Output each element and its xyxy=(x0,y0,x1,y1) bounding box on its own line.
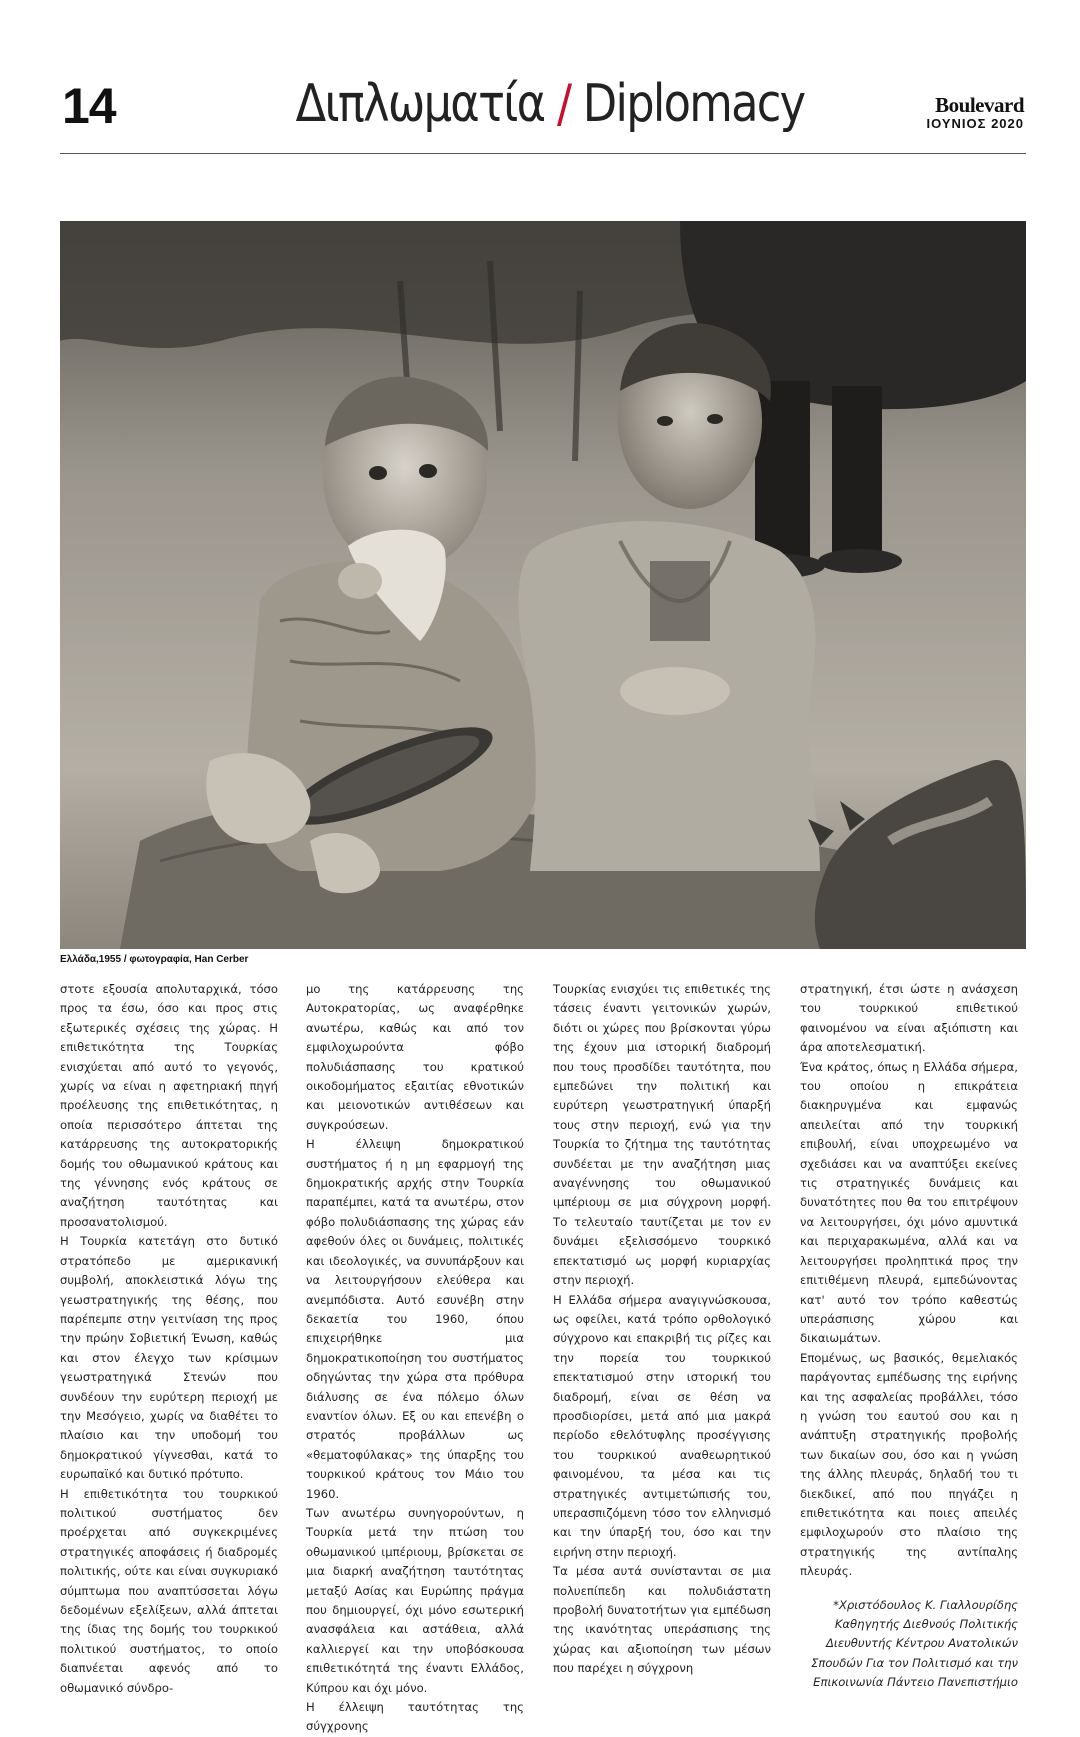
paragraph: Η Ελλάδα σήμερα αναγιγνώσκουσα, ως οφείλει, κατά τρόπο ορθολογικό σύγχρονο και επακριβή τις ρίζες και την πορεία του τουρκικού επεκτατισμού στην ιστορική του διαδρομή, είναι σε θέση να προσδιορίσει, μετά από μια μακρά περίοδο εθελότυφλης προσέγγισης του τουρκικού αναθεωρητικού φαινομένου, τα μέσα και τις στρατηγικές αντιμετώπισής του, υπερασπιζόμενη τόσο τον ελληνισμό και την ύπαρξή του, όσο και την ειρήνη στην περιοχή. xyxy=(553,1292,771,1559)
paragraph: Τα μέσα αυτά συνίστανται σε μια πολυεπίπεδη και πολυδιάστατη προβολή δυνατοτήτων για εμπέδωση της ικανότητας υπεράσπισης της χώρας και αξιοποίηση των μέσων που παρέχει η σύγχρονη xyxy=(553,1564,771,1676)
text-column-4 xyxy=(800,980,1018,1693)
paragraph: Η έλλειψη ταυτότητας της σύγχρονης xyxy=(306,1700,524,1734)
brand-logo: Boulevard xyxy=(935,93,1024,117)
photo-illustration xyxy=(60,221,1026,949)
title-separator: / xyxy=(556,74,571,134)
paragraph: Η Τουρκία κατετάγη στο δυτικό στρατόπεδο με αμερικανική συμβολή, αποκλειστικά λόγω της γεωστρατηγικής της θέσης, που παρέπεμπε στην γειτνίαση της προς την πρώην Σοβιετική Ένωση, καθώς και στον έλεγχο των κρίσιμων γεωστρατηγικά Στενών που συνδέουν την ευρύτερη περιοχή με την Μεσόγειο, χωρίς να διαθέτει το πλαίσιο και την υποδομή του δημοκρατικού γίγνεσθαι, κατά το ευρωπαϊκό και δυτικό πρότυπο. xyxy=(60,1234,278,1482)
author-name: *Χριστόδουλος Κ. Γιαλλουρίδης xyxy=(833,1597,1018,1612)
section-title-english: Diplomacy xyxy=(582,74,805,134)
paragraph: μο της κατάρρευσης της Αυτοκρατορίας, ως αναφέρθηκε ανωτέρω, καθώς και από τον εμφιλοχωρούντα φόβο πολυδιάσπασης του κρατικού οικοδομήματος εξαιτίας εθνοτικών και μειονοτικών αντιθέσεων και συγκρούσεων. xyxy=(306,982,524,1132)
paragraph: Των ανωτέρω συνηγορούντων, η Τουρκία μετά την πτώση του οθωμανικού ιμπέριουμ, βρίσκεται σε μια διαρκή αναζήτηση ταυτότητας μεταξύ Ασίας και Ευρώπης πράγμα που δημιουργεί, όχι μόνο εσωτερική ανασφάλεια και αστάθεια, αλλά καλλιεργεί και την υποβόσκουσα επιθετικότητά της έναντι Ελλάδος, Κύπρου και όχι μόνο. xyxy=(306,1505,524,1695)
brand-block xyxy=(927,94,1024,131)
section-title-greek: Διπλωματία xyxy=(295,74,545,134)
paragraph: στρατηγική, έτσι ώστε η ανάσχεση του τουρκικού επιθετικού φαινομένου να είναι αξιόπιστη και άρα αποτελεσματική. xyxy=(800,982,1018,1055)
photo-caption: Ελλάδα,1955 / φωτογραφία, Han Cerber xyxy=(60,954,249,965)
text-column-2 xyxy=(306,980,524,1737)
author-title: Καθηγητής Διεθνούς Πολιτικής xyxy=(834,1617,1018,1631)
text-column-3 xyxy=(553,980,771,1679)
paragraph: Η επιθετικότητα του τουρκικού πολιτικού συστήματος δεν προέρχεται από συγκεκριμένες στρατηγικές αποφάσεις ή διαδρομές πολιτικής, ούτε και είναι συγκυριακό σύμπτωμα που αναπτύσσεται λόγω δεδομένων εξελίξεων, αλλά άπτεται της ίδιας της δομής του τουρκικού πολιτικού συστήματος, το οποίο διαπνέεται αφενός από το οθωμανικό σύνδρο- xyxy=(60,1486,278,1695)
author-affiliation: Διευθυντής Κέντρου Ανατολικών Σπουδών Για τον Πολιτισμό και την Επικοινωνία Πάντειο Πανεπιστήμιο xyxy=(811,1636,1018,1690)
section-title xyxy=(292,72,808,136)
header-divider xyxy=(60,153,1026,154)
text-column-1 xyxy=(60,980,278,1698)
paragraph: Η έλλειψη δημοκρατικού συστήματος ή η μη εφαρμογή της δημοκρατικής αρχής στην Τουρκία παραπέμπει, κατά τα ανωτέρω, στον φόβο πολυδιάσπασης της χώρας εάν αφεθούν όλες οι δυνάμεις, πολιτικές και ιδεολογικές, να συνυπάρξουν και να λειτουργήσουν ελεύθερα και ανεμπόδιστα. Αυτό εσυνέβη στην δεκαετία του 1960, όπου επιχειρήθηκε μια δημοκρατικοποίηση του συστήματος οδηγώντας την χώρα στα πρόθυρα διάλυσης σε ένα πόλεμο όλων εναντίον όλων. Εξ ου και επενέβη ο στρατός προβάλλων ως «θεματοφύλακας» της ύπαρξης του τουρκικού κράτους τον Μάιο του 1960. xyxy=(306,1137,524,1501)
paragraph: στοτε εξουσία απολυταρχικά, τόσο προς τα έσω, όσο και προς στις εξωτερικές σχέσεις της χώρας. Η επιθετικότητα της Τουρκίας ενισχύεται από αυτό το γεγονός, χωρίς να είναι η αφετηριακή πηγή προέλευσης της επιθετικότητας, η οποία περισσότερο άπτεται της κατάρρευσης της αυτοκρατορικής δομής του οθωμανικού κράτους και της γέννησης ενός κράτους σε αναζήτηση ταυτότητας και προσανατολισμού. xyxy=(60,982,278,1229)
page-number: 14 xyxy=(62,78,116,134)
issue-date: ΙΟΥΝΙΟΣ 2020 xyxy=(926,116,1024,131)
author-signature xyxy=(800,1596,1018,1693)
main-photo xyxy=(60,221,1026,949)
paragraph: Τουρκίας ενισχύει τις επιθετικές της τάσεις έναντι γειτονικών χωρών, διότι οι χώρες που βρίσκονται γύρω της έχουν μια ιστορική διαδρομή που τους προσδίδει ταυτότητα, που εμπεδώνει την πολιτική και ευρύτερη γεωστρατηγική ύπαρξή τους στην περιοχή, ενώ για την Τουρκία το ζήτημα της ταυτότητας συνδέεται με την αναζήτηση μιας αναγέννησης του οθωμανικού ιμπέριουμ σε μια σύγχρονη μορφή. Το τελευταίο ταυτίζεται με τον εν δυνάμει εξελισσόμενο τουρκικό επεκτατισμό ως μορφή κυριαρχίας στην περιοχή. xyxy=(553,982,771,1288)
paragraph: Ένα κράτος, όπως η Ελλάδα σήμερα, του οποίου η επικράτεια διακηρυγμένα και εμφανώς απειλείται από την τουρκική επιβουλή, είναι υποχρεωμένο να σχεδιάσει και να αναπτύξει εκείνες τις στρατηγικές δυνάμεις και δυνατότητες που θα του επιτρέψουν να λειτουργήσει, όχι μόνο αμυντικά και περιχαρακωμένα, αλλά και να λειτουργήσει προληπτικά προς την επιτιθέμενη πλευρά, εμπεδώνοντας κατ' αυτό τον τρόπο καθεστώς υπεράσπισης χώρου και δικαιωμάτων. xyxy=(800,1059,1018,1346)
paragraph: Επομένως, ως βασικός, θεμελιακός παράγοντας εμπέδωσης της ειρήνης και της ασφαλείας προβάλλει, τόσο η γνώση του εαυτού σου και η ανάπτυξη στρατηγικής προβολής των δικαίων σου, όσο και η γνώση της άλλης πλευράς, δηλαδή του τι διεκδικεί, από που πηγάζει η επιθετικότητα και ποιες απειλές εμφιλοχωρούν στο πλαίσιο της στρατηγικής της αντίπαλης πλευράς. xyxy=(800,1350,1018,1579)
